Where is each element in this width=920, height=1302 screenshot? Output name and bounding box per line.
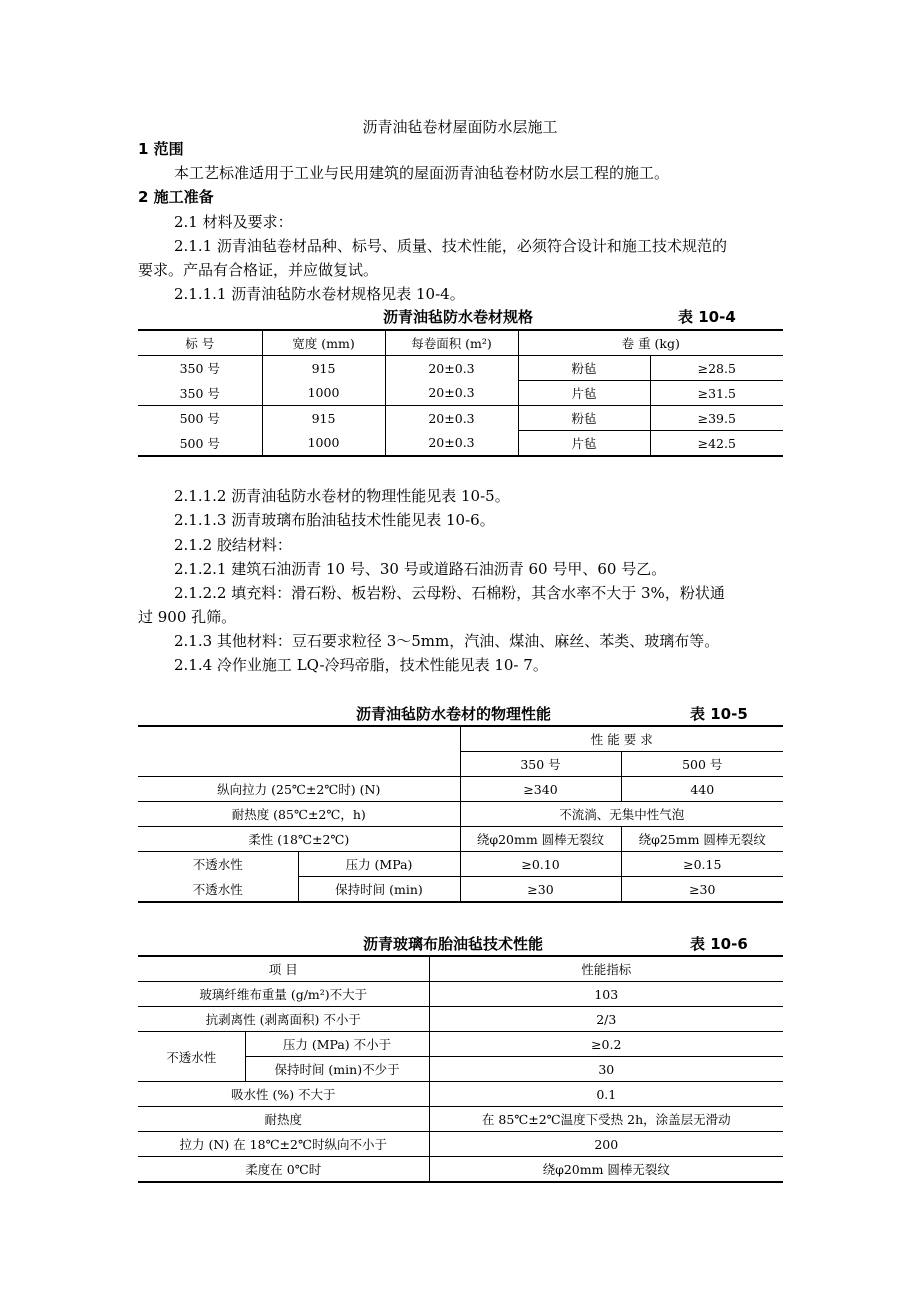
- table-10-5-number: 表 10-5: [690, 705, 748, 723]
- table-row-cell: 103: [429, 982, 783, 1007]
- para-2-1-1-a: 2.1.1 沥青油毡卷材品种、标号、质量、技术性能，必须符合设计和施工技术规范的: [174, 237, 727, 255]
- section-1-heading: 1 范围: [138, 140, 184, 158]
- table-10-4-title: 沥青油毡防水卷材规格: [383, 308, 534, 326]
- th-item: 项 目: [138, 956, 429, 982]
- table-row-cell: 0.1: [429, 1082, 783, 1107]
- table-row-cell: 500 号: [138, 406, 262, 431]
- blank-header-cell: [138, 726, 460, 752]
- para-2-1-1-1: 2.1.1.1 沥青油毡防水卷材规格见表 10-4。: [174, 285, 465, 303]
- row-sublabel: 保持时间 (min)不少于: [245, 1057, 429, 1082]
- table-row-cell: 20±0.3: [385, 406, 518, 431]
- table-row-cell: ≥0.15: [621, 852, 783, 877]
- table-row-cell: 片毡: [518, 381, 650, 406]
- table-10-6-number: 表 10-6: [690, 935, 748, 953]
- table-row-cell: 350 号: [138, 356, 262, 381]
- th-area: 每卷面积 (m²): [385, 330, 518, 356]
- table-row-cell: 2/3: [429, 1007, 783, 1032]
- table-row-cell: 500 号: [138, 431, 262, 457]
- table-row-cell: ≥0.10: [460, 852, 621, 877]
- th-performance: 性能指标: [429, 956, 783, 982]
- document-title: 沥青油毡卷材屋面防水层施工: [362, 118, 558, 136]
- table-row-cell: ≥31.5: [650, 381, 783, 406]
- table-row-cell: 不流淌、无集中性气泡: [460, 802, 783, 827]
- para-2-1-1-2: 2.1.1.2 沥青油毡防水卷材的物理性能见表 10-5。: [174, 487, 510, 505]
- table-row-cell: 915: [262, 356, 385, 381]
- table-row-cell: 1000: [262, 431, 385, 457]
- table-row-cell: 片毡: [518, 431, 650, 457]
- table-10-5-title: 沥青油毡防水卷材的物理性能: [356, 705, 552, 723]
- table-row-cell: 粉毡: [518, 406, 650, 431]
- table-row-cell: 30: [429, 1057, 783, 1082]
- th-width: 宽度 (mm): [262, 330, 385, 356]
- section-1-text: 本工艺标准适用于工业与民用建筑的屋面沥青油毡卷材防水层工程的施工。: [174, 164, 670, 182]
- table-row-cell: 20±0.3: [385, 356, 518, 381]
- row-label-imperm: 不透水性: [138, 1032, 245, 1082]
- para-2-1-2-2-a: 2.1.2.2 填充料：滑石粉、板岩粉、云母粉、石棉粉，其含水率不大于 3%，粉状通: [174, 584, 725, 602]
- table-row-cell: ≥30: [621, 877, 783, 903]
- para-2-1-1-b: 要求。产品有合格证，并应做复试。: [138, 261, 379, 279]
- table-10-6: [138, 955, 783, 1183]
- th-grade: 标 号: [138, 330, 262, 356]
- para-2-1-1-3: 2.1.1.3 沥青玻璃布胎油毡技术性能见表 10-6。: [174, 511, 495, 529]
- section-2-heading: 2 施工准备: [138, 188, 214, 206]
- table-row-cell: ≥39.5: [650, 406, 783, 431]
- th-weight: 卷 重 (kg): [518, 330, 783, 356]
- para-2-1-2-2-b: 过 900 孔筛。: [138, 608, 237, 626]
- row-label: 耐热度 (85℃±2℃，h): [138, 802, 460, 827]
- table-row-cell: 200: [429, 1132, 783, 1157]
- row-label: 纵向拉力 (25℃±2℃时) (N): [138, 777, 460, 802]
- table-row-cell: ≥30: [460, 877, 621, 903]
- table-row-cell: 350 号: [138, 381, 262, 406]
- table-row-cell: 绕φ20mm 圆棒无裂纹: [460, 827, 621, 852]
- th-performance-req: 性 能 要 求: [460, 726, 783, 752]
- table-row-cell: ≥28.5: [650, 356, 783, 381]
- row-label: 不透水性: [138, 852, 298, 877]
- row-label: 柔性 (18℃±2℃): [138, 827, 460, 852]
- table-row-cell: 绕φ20mm 圆棒无裂纹: [429, 1157, 783, 1183]
- th-grade-500: 500 号: [621, 752, 783, 777]
- para-2-1: 2.1 材料及要求：: [174, 213, 293, 231]
- para-2-1-2-1: 2.1.2.1 建筑石油沥青 10 号、30 号或道路石油沥青 60 号甲、60 号乙。: [174, 560, 667, 578]
- table-row-cell: ≥340: [460, 777, 621, 802]
- table-row-cell: 915: [262, 406, 385, 431]
- table-10-6-title: 沥青玻璃布胎油毡技术性能: [363, 935, 544, 953]
- row-label: 玻璃纤维布重量 (g/m²)不大于: [138, 982, 429, 1007]
- th-grade-350: 350 号: [460, 752, 621, 777]
- row-label: 拉力 (N) 在 18℃±2℃时纵向不小于: [138, 1132, 429, 1157]
- table-row-cell: 440: [621, 777, 783, 802]
- table-row-cell: 1000: [262, 381, 385, 406]
- row-label: 不透水性: [138, 877, 298, 903]
- table-row-cell: 绕φ25mm 圆棒无裂纹: [621, 827, 783, 852]
- para-2-1-2: 2.1.2 胶结材料：: [174, 536, 292, 554]
- table-row-cell: 粉毡: [518, 356, 650, 381]
- table-row-cell: ≥42.5: [650, 431, 783, 457]
- blank-header-cell: [138, 752, 460, 777]
- row-sublabel: 保持时间 (min): [298, 877, 460, 903]
- row-label: 柔度在 0℃时: [138, 1157, 429, 1183]
- row-label: 吸水性 (%) 不大于: [138, 1082, 429, 1107]
- row-label: 抗剥离性 (剥离面积) 不小于: [138, 1007, 429, 1032]
- table-row-cell: ≥0.2: [429, 1032, 783, 1057]
- para-2-1-3: 2.1.3 其他材料：豆石要求粒径 3～5mm，汽油、煤油、麻丝、苯类、玻璃布等。: [174, 632, 720, 650]
- row-sublabel: 压力 (MPa): [298, 852, 460, 877]
- table-10-5: [138, 725, 783, 903]
- table-row-cell: 在 85℃±2℃温度下受热 2h，涂盖层无滑动: [429, 1107, 783, 1132]
- para-2-1-4: 2.1.4 冷作业施工 LQ-冷玛帝脂，技术性能见表 10- 7。: [174, 656, 548, 674]
- table-row-cell: 20±0.3: [385, 381, 518, 406]
- row-sublabel: 压力 (MPa) 不小于: [245, 1032, 429, 1057]
- table-10-4-number: 表 10-4: [678, 308, 736, 326]
- table-row-cell: 20±0.3: [385, 431, 518, 457]
- row-label: 耐热度: [138, 1107, 429, 1132]
- table-10-4: [138, 329, 783, 457]
